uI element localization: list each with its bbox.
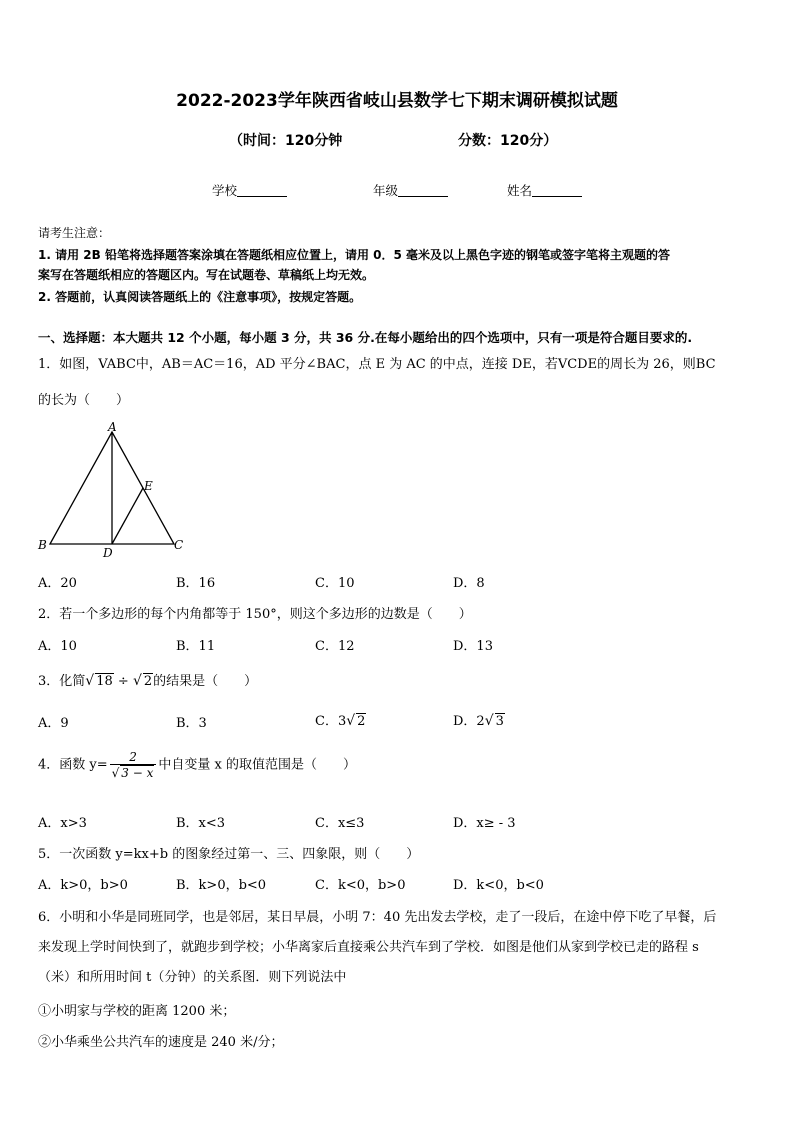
q6-text-line3: （米）和所用时间 t（分钟）的关系图．则下列说法中 [38,970,347,985]
q5-option-b[interactable]: B．k>0，b<0 [176,878,267,893]
q1-text-line1: 1．如图，VABC中，AB＝AC＝16，AD 平分∠BAC，点 E 为 AC 的中点，连接 DE，若VCDE的周长为 26，则BC [38,357,716,372]
q6-statement-1: ①小明家与学校的距离 1200 米； [38,1004,236,1019]
school-blank[interactable] [237,184,287,197]
q4-prefix: 4．函数 y= [38,757,108,773]
q2-option-a[interactable]: A．10 [38,639,77,654]
q2-text: 2．若一个多边形的每个内角都等于 150°，则这个多边形的边数是（ ） [38,607,472,622]
q4-option-a[interactable]: A．x>3 [38,816,87,831]
q3-prefix: 3．化简 [38,674,86,689]
sqrt-symbol: √ [484,713,494,729]
q5-text: 5．一次函数 y=kx+b 的图象经过第一、三、四象限，则（ ） [38,847,420,862]
q1-option-d[interactable]: D．8 [453,576,485,591]
name-label: 姓名 [507,183,533,198]
q4-fraction [110,750,157,780]
name-field[interactable] [507,181,582,199]
q5-option-d[interactable]: D．k<0，b<0 [453,878,544,893]
q4-option-c[interactable]: C．x≤3 [315,816,365,831]
label-d: D [103,546,113,558]
q3-option-c-radicand: 2 [357,714,366,729]
q6-text-line1: 6．小明和小华是同班同学，也是邻居，某日早晨，小明 7：40 先出发去学校，走了一段后，在途中停下吃了早餐，后 [38,910,717,925]
q3-option-c[interactable] [315,710,366,729]
q6-statement-2: ②小华乘坐公共汽车的速度是 240 米/分； [38,1035,284,1050]
notes-line-1b: 案写在答题纸相应的答题区内。写在试题卷、草稿纸上均无效。 [38,268,375,282]
q3-option-d[interactable] [453,710,505,729]
q3-radicand-1: 18 [96,674,113,689]
grade-blank[interactable] [398,184,448,197]
grade-field[interactable] [373,181,448,199]
grade-label: 年级 [373,183,399,198]
segment-de [112,488,143,544]
q3-option-c-prefix: C．3 [315,714,347,729]
q2-option-c[interactable]: C．12 [315,639,355,654]
sqrt-symbol: √ [85,673,95,689]
notes-line-2: 2. 答题前，认真阅读答题纸上的《注意事项》，按规定答题。 [38,290,362,304]
sqrt-symbol: √ [346,713,356,729]
school-label: 学校 [212,183,238,198]
q4-fraction-denominator [110,765,157,780]
name-blank[interactable] [532,184,582,197]
q2-option-b[interactable]: B．11 [176,639,216,654]
q1-option-c[interactable]: C．10 [315,576,355,591]
q1-text-line2: 的长为（ ） [38,393,130,408]
q1-triangle-figure [34,418,194,558]
label-a: A [108,420,117,434]
section-heading: 一、选择题：本大题共 12 个小题，每小题 3 分，共 36 分.在每小题给出的四个选项中，只有一项是符合题目要求的. [38,330,693,345]
q3-option-b[interactable]: B．3 [176,716,207,731]
notes-line-1a: 1. 请用 2B 铅笔将选择题答案涂填在答题纸相应位置上，请用 0．5 毫米及以上黑色字迹的钢笔或签字笔将主观题的答 [38,248,670,262]
q4-option-b[interactable]: B．x<3 [176,816,226,831]
time-label: （时间：120分钟 [229,133,343,149]
q3-radicand-2: 2 [143,674,153,689]
q3-option-d-radicand: 3 [495,714,504,729]
q1-option-a[interactable]: A．20 [38,576,77,591]
q3-operator: ÷ [117,674,129,689]
score-label: 分数：120分） [458,133,558,149]
q4-fraction-numerator: 2 [110,750,157,765]
q3-option-a[interactable]: A．9 [38,716,69,731]
q4-text [38,750,356,780]
q6-text-line2: 来发现上学时间快到了，就跑步到学校；小华离家后直接乘公共汽车到了学校．如图是他们从家到学校已走的路程 s [38,940,699,955]
q3-option-d-prefix: D．2 [453,714,485,729]
page-title: 2022-2023学年陕西省岐山县数学七下期末调研模拟试题 [176,91,618,111]
q3-text [38,670,257,689]
label-c: C [174,538,184,552]
q5-option-c[interactable]: C．k<0，b>0 [315,878,406,893]
sqrt-symbol: √ [132,673,142,689]
q5-option-a[interactable]: A．k>0，b>0 [38,878,128,893]
q4-denominator-radicand: 3 − x [121,766,154,780]
q2-option-d[interactable]: D．13 [453,639,493,654]
notes-heading: 请考生注意： [38,226,111,240]
sqrt-symbol: √ [111,766,120,780]
label-e: E [144,479,153,493]
q1-option-b[interactable]: B．16 [176,576,216,591]
q3-suffix: 的结果是（ ） [153,674,258,689]
q4-suffix: 中自变量 x 的取值范围是（ ） [158,757,356,773]
label-b: B [38,538,47,552]
school-field[interactable] [212,181,287,199]
q4-option-d[interactable]: D．x≥ - 3 [453,816,516,831]
